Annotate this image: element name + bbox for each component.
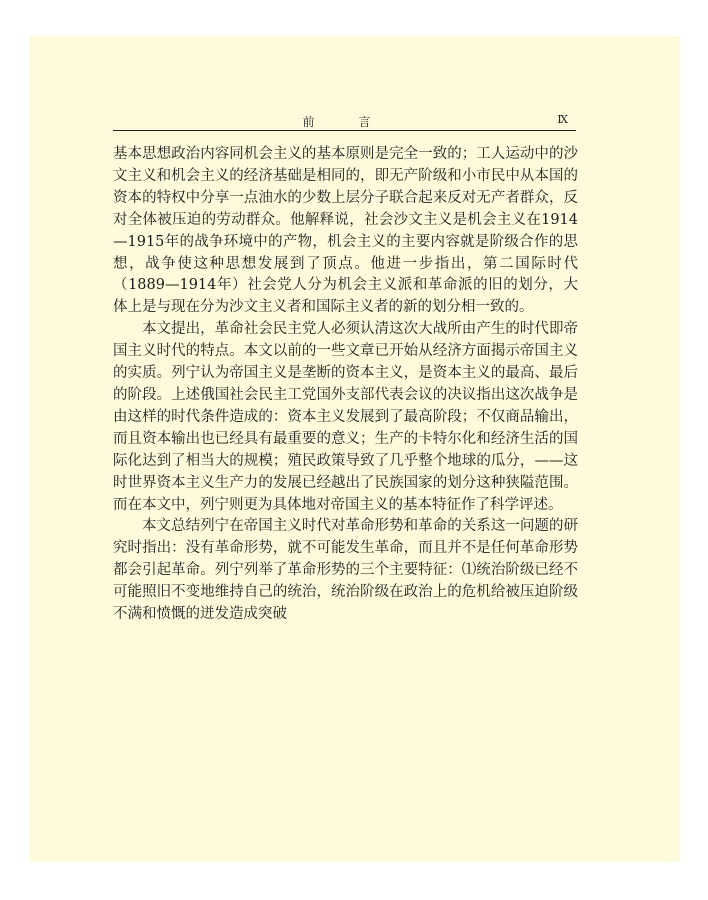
page-header xyxy=(113,110,576,131)
running-title: 前 言 xyxy=(302,115,387,129)
paragraph-2: 本文提出，革命社会民主党人必须认清这次大战所由产生的时代即帝国主义时代的特点。本文以前的一些文章已开始从经济方面揭示帝国主义的实质。列宁认为帝国主义是垄断的资本主义，是资本主义的最高、最后的阶段。上述俄国社会民主工党国外支部代表会议的决议指出这次战争是由这样的时代条件造成的：资本主义发展到了最高阶段；不仅商品输出，而且资本输出也已经具有最重要的意义；生产的卡特尔化和经济生活的国际化达到了相当大的规模；殖民政策导致了几乎整个地球的瓜分，——这时世界资本主义生产力的发展已经越出了民族国家的划分这种狭隘范围。而在本文中，列宁则更为具体地对帝国主义的基本特征作了科学评述。 xyxy=(113,321,578,513)
paragraph-1: 基本思想政治内容同机会主义的基本原则是完全一致的；工人运动中的沙文主义和机会主义的经济基础是相同的，即无产阶级和小市民中从本国的资本的特权中分享一点油水的少数上层分子联合起来反对无产者群众，反对全体被压迫的劳动群众。他解释说，社会沙文主义是机会主义在1914—1915年的战争环境中的产物，机会主义的主要内容就是阶级合作的思想，战争使这种思想发展到了顶点。他进一步指出，第二国际时代（1889—1914年）社会党人分为机会主义派和革命派的旧的划分，大体上是与现在分为沙文主义者和国际主义者的新的划分相一致的。 xyxy=(113,146,578,316)
body-text xyxy=(113,144,578,626)
paragraph-3: 本文总结列宁在帝国主义时代对革命形势和革命的关系这一问题的研究时指出：没有革命形势，就不可能发生革命，而且并不是任何革命形势都会引起革命。列宁列举了革命形势的三个主要特征：⑴统治阶级已经不可能照旧不变地维持自己的统治，统治阶级在政治上的危机给被压迫阶级不满和愤慨的迸发造成突破 xyxy=(113,518,578,623)
page-number: Ⅸ xyxy=(557,113,568,126)
